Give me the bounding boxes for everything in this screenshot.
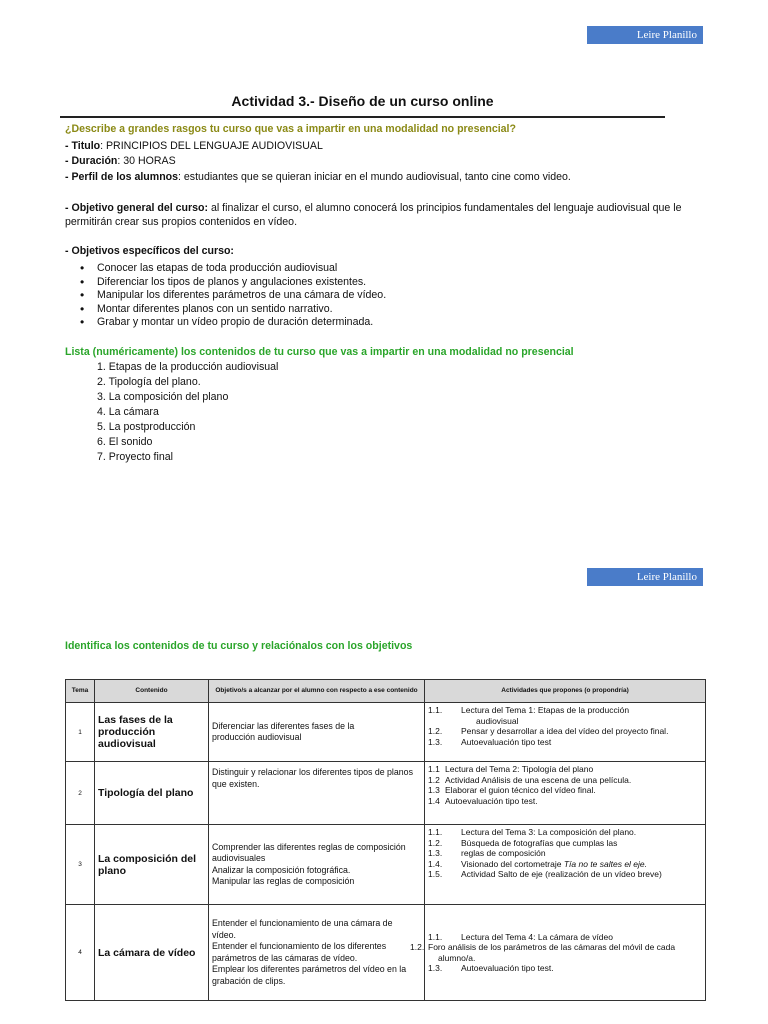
row-content-title: La composición del plano bbox=[95, 825, 209, 905]
row-activities: 1.1. Lectura del Tema 3: La composición del plano. 1.2. Búsqueda de fotografías que cumplas las 1.3. reglas de composición 1.4. Visionado del cortometraje Tía no te saltes el eje. 1.5. Actividad Salto de eje (realización de un vídeo breve) bbox=[425, 825, 706, 905]
author-badge-page-2: Leire Planillo bbox=[587, 568, 703, 586]
question-list-contents: Lista (numéricamente) los contenidos de tu curso que vas a impartir en una modalidad no presencial bbox=[65, 346, 574, 358]
course-general-objective: - Objetivo general del curso: al finalizar el curso, el alumno conocerá los principios fundamentales del lenguaje audiovisual que le permitirán crear sus propios contenidos en vídeo. bbox=[65, 202, 682, 228]
contents-objectives-table bbox=[65, 679, 706, 1001]
page-title: Actividad 3.- Diseño de un curso online bbox=[231, 93, 494, 109]
author-badge: Leire Planillo bbox=[587, 26, 703, 44]
list-item: 3. La composición del plano bbox=[97, 391, 229, 403]
list-item: 6. El sonido bbox=[97, 436, 153, 448]
row-content-title: Las fases de la producción audiovisual bbox=[95, 703, 209, 762]
row-number: 1 bbox=[66, 703, 95, 762]
list-item: 7. Proyecto final bbox=[97, 451, 173, 463]
row-number: 3 bbox=[66, 825, 95, 905]
contents-list bbox=[97, 360, 278, 465]
row-number: 2 bbox=[66, 762, 95, 825]
list-item: • Diferenciar los tipos de planos y angulaciones existentes. bbox=[80, 276, 386, 290]
question-describe: ¿Describe a grandes rasgos tu curso que vas a impartir en una modalidad no presencial? bbox=[65, 123, 516, 135]
list-item: • Grabar y montar un vídeo propio de duración determinada. bbox=[80, 316, 386, 330]
course-specific-label: - Objetivos específicos del curso: bbox=[65, 245, 234, 257]
header-actividades: Actividades que propones (o propondría) bbox=[425, 680, 706, 703]
header-contenido: Contenido bbox=[95, 680, 209, 703]
header-tema: Tema bbox=[66, 680, 95, 703]
list-item: • Montar diferentes planos con un sentido narrativo. bbox=[80, 303, 386, 317]
row-objective: Entender el funcionamiento de una cámara de vídeo. Entender el funcionamiento de los diferentes parámetros de las cámaras de vídeo. Emplear los diferentes parámetros del vídeo en la grabación de clips. bbox=[209, 905, 425, 1001]
course-profile-line: - Perfil de los alumnos: estudiantes que se quieran iniciar en el mundo audiovisual, tanto cine como video. bbox=[65, 171, 571, 183]
course-duration-line: - Duración: 30 HORAS bbox=[65, 155, 176, 167]
row-content-title: La cámara de vídeo bbox=[95, 905, 209, 1001]
header-objetivos: Objetivo/s a alcanzar por el alumno con respecto a ese contenido bbox=[209, 680, 425, 703]
specific-objectives-list bbox=[80, 262, 386, 330]
question-identify-contents: Identifica los contenidos de tu curso y relaciónalos con los objetivos bbox=[65, 640, 413, 652]
list-item: 2. Tipología del plano. bbox=[97, 376, 201, 388]
course-title-line: - Titulo: PRINCIPIOS DEL LENGUAJE AUDIOVISUAL bbox=[65, 140, 323, 152]
table-row bbox=[66, 703, 706, 762]
row-activities: 1.1 Lectura del Tema 2: Tipología del plano 1.2 Actividad Análisis de una escena de una película. 1.3 Elaborar el guion técnico del vídeo final. 1.4 Autoevaluación tipo test. bbox=[425, 762, 706, 825]
list-item: • Conocer las etapas de toda producción audiovisual bbox=[80, 262, 386, 276]
title-rule bbox=[60, 116, 665, 118]
table-row bbox=[66, 762, 706, 825]
table-row bbox=[66, 905, 706, 1001]
list-item: • Manipular los diferentes parámetros de una cámara de vídeo. bbox=[80, 289, 386, 303]
table-row bbox=[66, 825, 706, 905]
row-activities: 1.1. Lectura del Tema 1: Etapas de la producción audiovisual 1.2. Pensar y desarrollar a idea del vídeo del proyecto final. 1.3. Autoevaluación tipo test bbox=[425, 703, 706, 762]
list-item: 4. La cámara bbox=[97, 406, 159, 418]
table-header-row bbox=[66, 680, 706, 703]
row-objective: Comprender las diferentes reglas de composición audiovisuales Analizar la composición fotográfica. Manipular las reglas de composición bbox=[209, 825, 425, 905]
list-item: 1. Etapas de la producción audiovisual bbox=[97, 361, 279, 373]
row-content-title: Tipología del plano bbox=[95, 762, 209, 825]
row-objective: Diferenciar las diferentes fases de la producción audiovisual bbox=[209, 703, 425, 762]
list-item: 5. La postproducción bbox=[97, 421, 196, 433]
row-objective: Distinguir y relacionar los diferentes tipos de planos que existen. bbox=[209, 762, 425, 825]
row-activities: 1.1. Lectura del Tema 4: La cámara de vídeo 1.2. Foro análisis de los parámetros de las cámaras del móvil de cada alumno/a. 1.3. Autoevaluación tipo test. bbox=[425, 905, 706, 1001]
row-number: 4 bbox=[66, 905, 95, 1001]
